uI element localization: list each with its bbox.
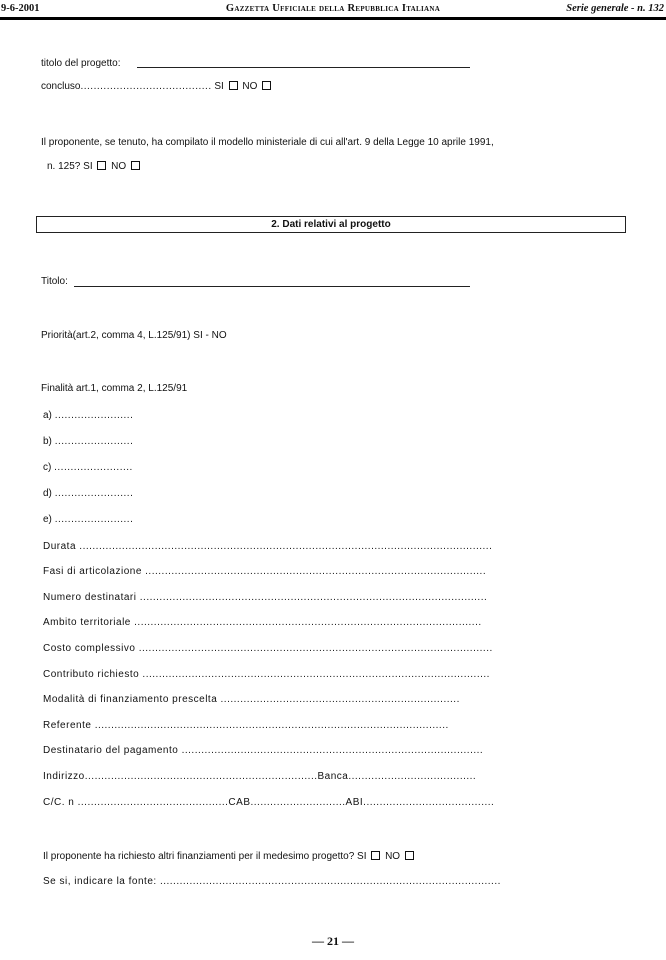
finalita-item-dots: ........................ [54, 436, 134, 447]
destinatario-field[interactable]: Destinatario del pagamento ............................................................................................ [43, 745, 484, 756]
altri-finanziamenti-row [43, 851, 416, 863]
titolo-line[interactable] [74, 286, 470, 287]
finalita-item-dots: ........................ [54, 488, 134, 499]
proponente-no-checkbox[interactable] [131, 161, 140, 170]
costo-field[interactable]: Costo complessivo ............................................................................................................ [43, 643, 493, 654]
finalita-item-label: a) [43, 410, 52, 421]
durata-field[interactable]: Durata .............................................................................................................................. [43, 541, 493, 552]
ambito-field[interactable]: Ambito territoriale .......................................................................................................... [43, 617, 482, 628]
concluso-si-label: SI [214, 81, 224, 92]
finalita-item-label: c) [43, 462, 52, 473]
finalita-item-dots: ........................ [54, 514, 134, 525]
finalita-item-b[interactable] [43, 436, 133, 448]
finalita-item-dots: ........................ [54, 462, 133, 473]
finalita-item-a[interactable] [43, 410, 133, 422]
fasi-field[interactable]: Fasi di articolazione ........................................................................................................ [43, 566, 487, 577]
header-serie: Serie generale - n. 132 [566, 3, 664, 14]
proponente-line-1: Il proponente, se tenuto, ha compilato il modello ministeriale di cui all'art. 9 della Legge 10 aprile 1991, [41, 137, 494, 148]
referente-field[interactable]: Referente ............................................................................................................ [43, 720, 449, 731]
proponente-line-2 [47, 161, 142, 173]
page-number: — 21 — [312, 934, 354, 948]
header-date: 9-6-2001 [1, 3, 40, 14]
titolo-progetto-line[interactable] [137, 67, 470, 68]
cc-cab-abi-field[interactable]: C/C. n ..............................................CAB.............................ABI........................................ [43, 797, 495, 808]
finalita-label: Finalità art.1, comma 2, L.125/91 [41, 383, 188, 394]
concluso-no-checkbox[interactable] [262, 81, 271, 90]
concluso-dots: ........................................ [80, 81, 212, 92]
header-rule [0, 17, 666, 20]
proponente-no-label: NO [111, 161, 127, 172]
concluso-si-checkbox[interactable] [229, 81, 238, 90]
fonte-field[interactable]: Se si, indicare la fonte: ........................................................................................................ [43, 876, 501, 887]
numero-destinatari-field[interactable]: Numero destinatari .......................................................................................................... [43, 592, 488, 603]
concluso-no-label: NO [242, 81, 258, 92]
contributo-field[interactable]: Contributo richiesto .......................................................................................................... [43, 669, 490, 680]
altri-no-label: NO [385, 851, 401, 862]
altri-no-checkbox[interactable] [405, 851, 414, 860]
finalita-item-label: e) [43, 514, 52, 525]
proponente-si-checkbox[interactable] [97, 161, 106, 170]
concluso-label: concluso [41, 81, 81, 92]
section-title-box [36, 216, 626, 233]
titolo-label: Titolo: [41, 276, 68, 287]
modalita-field[interactable]: Modalità di finanziamento prescelta ......................................................................... [43, 694, 460, 705]
finalita-item-c[interactable] [43, 462, 133, 474]
altri-si-checkbox[interactable] [371, 851, 380, 860]
titolo-progetto-label: titolo del progetto: [41, 58, 121, 69]
section-title: 2. Dati relativi al progetto [271, 219, 391, 230]
finalita-item-label: b) [43, 436, 52, 447]
finalita-item-e[interactable] [43, 514, 133, 526]
concluso-row [41, 81, 273, 93]
finalita-item-d[interactable] [43, 488, 133, 500]
proponente-si-label: n. 125? SI [47, 161, 93, 172]
indirizzo-banca-field[interactable]: Indirizzo.......................................................................Banca....................................... [43, 771, 477, 782]
priorita-text: Priorità(art.2, comma 4, L.125/91) SI - NO [41, 330, 227, 341]
altri-finanziamenti-label: Il proponente ha richiesto altri finanziamenti per il medesimo progetto? SI [43, 851, 367, 862]
header-masthead: Gazzetta Ufficiale della Repubblica Italiana [225, 3, 441, 14]
finalita-item-label: d) [43, 488, 52, 499]
finalita-item-dots: ........................ [54, 410, 134, 421]
